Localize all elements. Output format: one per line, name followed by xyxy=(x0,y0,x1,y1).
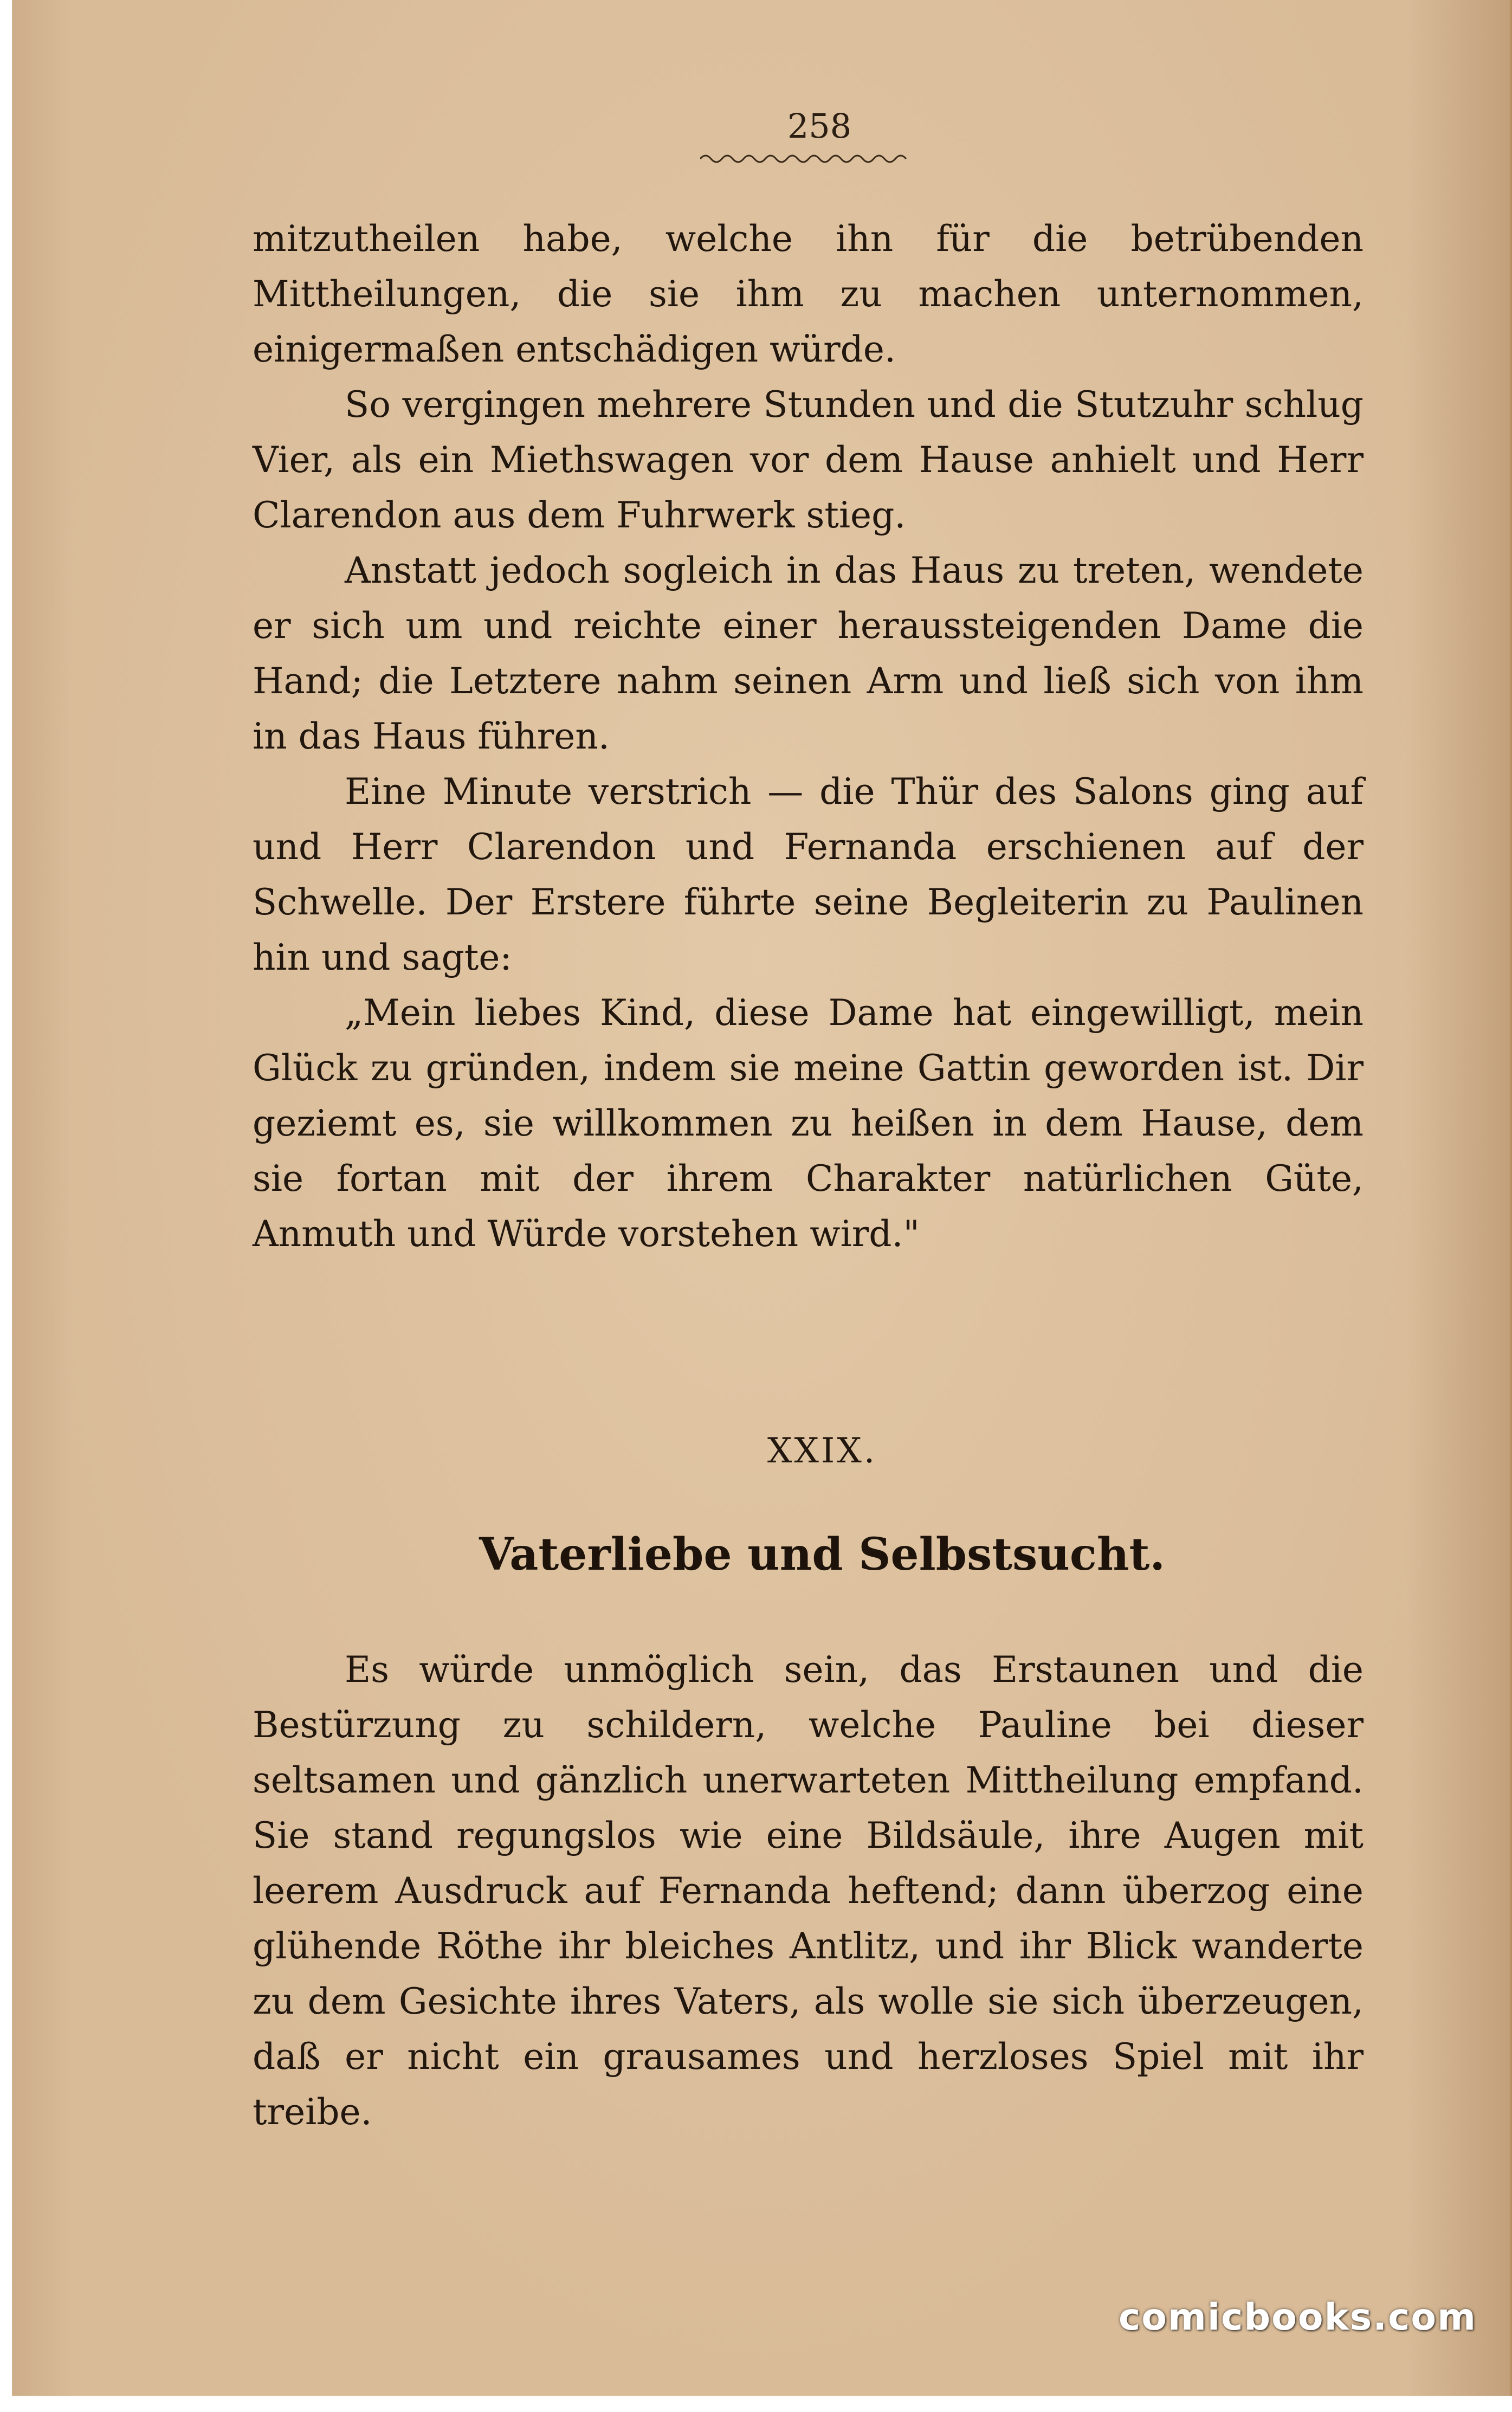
top-text-block xyxy=(253,211,1364,1262)
page-number: 258 xyxy=(787,106,852,146)
chapter-title: Vaterliebe und Selbstsucht. xyxy=(479,1529,1165,1581)
paragraph: Anstatt jedoch sogleich in das Haus zu treten, wendete er sich um und reichte einer heraussteigenden Dame die Hand; die Letztere nahm seinen Arm und ließ sich von ihm in das Haus führen. xyxy=(253,550,1364,757)
paragraph: Eine Minute verstrich — die Thür des Salons ging auf und Herr Clarendon und Fernanda erschienen auf der Schwelle. Der Erstere führte seine Begleiterin zu Paulinen hin und sagte: xyxy=(253,771,1364,978)
bottom-text-block xyxy=(253,1642,1364,2140)
chapter-number: XXIX. xyxy=(767,1431,877,1471)
paragraph: „Mein liebes Kind, diese Dame hat eingewilligt, mein Glück zu gründen, indem sie meine Gattin geworden ist. Dir geziemt es, sie willkommen zu heißen in dem Hause, dem sie fortan mit der ihrem Charakter natürlichen Güte, Anmuth und Würde vorstehen wird." xyxy=(253,992,1364,1255)
paragraph: So vergingen mehrere Stunden und die Stutzuhr schlug Vier, als ein Miethswagen vor dem Hause anhielt und Herr Clarendon aus dem Fuhrwerk stieg. xyxy=(253,384,1364,536)
page-number-flourish xyxy=(700,151,912,167)
book-page xyxy=(12,0,1512,2396)
paragraph: Es würde unmöglich sein, das Erstaunen und die Bestürzung zu schildern, welche Pauline bei dieser seltsamen und gänzlich unerwarteten Mittheilung empfand. Sie stand regungslos wie eine Bildsäule, ihre Augen mit leerem Ausdruck auf Fernanda heftend; dann überzog eine glühende Röthe ihr bleiches Antlitz, und ihr Blick wanderte zu dem Gesichte ihres Vaters, als wolle sie sich überzeugen, daß er nicht ein grausames und herzloses Spiel mit ihr treibe. xyxy=(253,1649,1364,2133)
paragraph: mitzutheilen habe, welche ihn für die betrübenden Mittheilungen, die sie ihm zu machen unternommen, einigermaßen entschädigen würde. xyxy=(253,218,1364,370)
site-watermark: comicbooks.com xyxy=(1118,2296,1477,2339)
